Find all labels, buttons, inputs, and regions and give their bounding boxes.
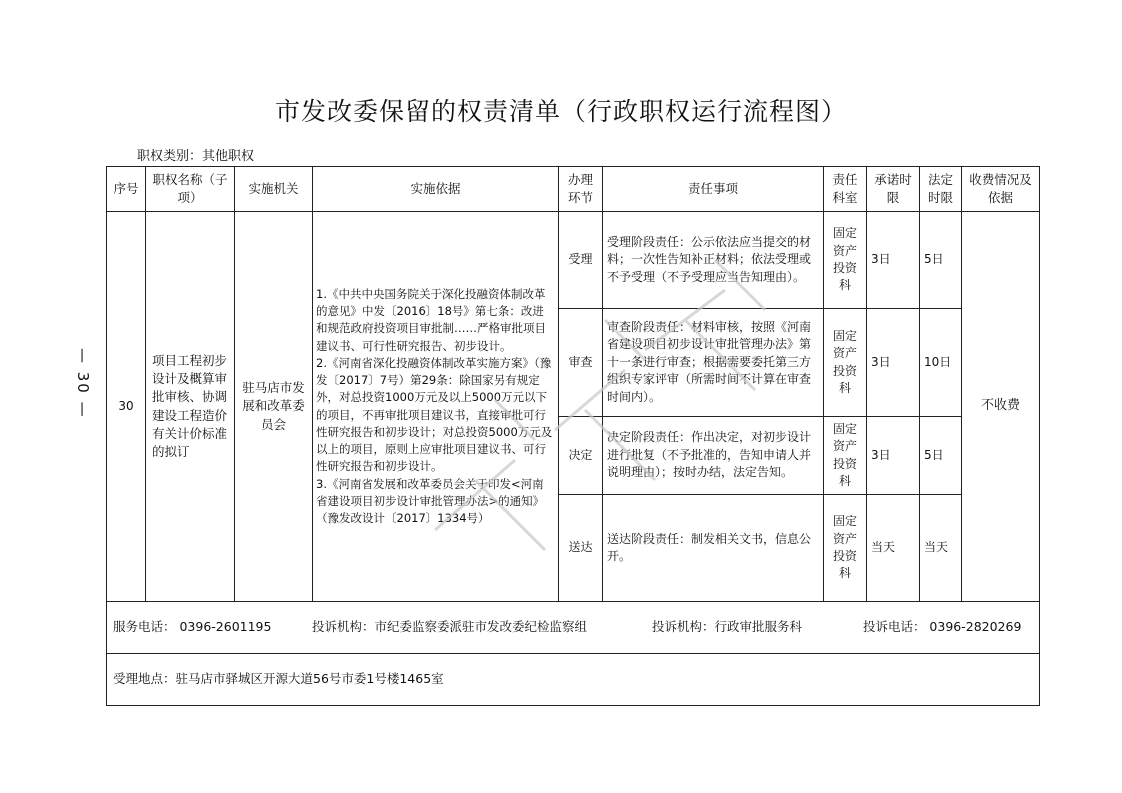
basis-item-3: 3.《河南省发展和改革委员会关于印发<河南省建设项目初步设计审批管理办法>的通知》（豫发改设计〔2017〕1334号） [316, 476, 545, 525]
contact-cell [107, 602, 1040, 654]
address-row [107, 654, 1040, 706]
cell-legal: 5日 [920, 417, 962, 495]
cell-dept: 固定资产投资科 [824, 212, 867, 309]
header-promise: 承诺时限 [867, 167, 920, 212]
authority-table [106, 166, 1040, 706]
cell-duty: 审查阶段责任：材料审核，按照《河南省建设项目初步设计审批管理办法》第十一条进行审查；根据需要委托第三方组织专家评审（所需时间不计算在审查时间内）。 [603, 309, 824, 417]
cell-dept: 固定资产投资科 [824, 495, 867, 602]
complaint-org-2: 投诉机构：行政审批服务科 [651, 619, 802, 635]
table-row [107, 212, 1040, 309]
cell-dept: 固定资产投资科 [824, 417, 867, 495]
cell-fee: 不收费 [962, 212, 1040, 602]
cell-legal: 10日 [920, 309, 962, 417]
cell-promise: 3日 [867, 309, 920, 417]
cell-duty: 送达阶段责任：制发相关文书，信息公开。 [603, 495, 824, 602]
cell-agency: 驻马店市发展和改革委员会 [235, 212, 313, 602]
cell-promise: 3日 [867, 212, 920, 309]
page-title: 市发改委保留的权责清单（行政职权运行流程图） [274, 97, 847, 126]
basis-item-1: 1.《中共中央国务院关于深化投融资体制改革的意见》中发〔2016〕18号》第七条：改进和规范政府投资项目审批制……严格审批项目建议书、可行性研究报告、初步设计。 [316, 286, 546, 353]
cell-duty: 决定阶段责任：作出决定，对初步设计进行批复（不予批准的，告知申请人并说明理由）；按时办结，法定告知。 [603, 417, 824, 495]
cell-stage: 受理 [559, 212, 603, 309]
cell-seq: 30 [107, 212, 146, 602]
cell-legal: 当天 [920, 495, 962, 602]
cell-legal: 5日 [920, 212, 962, 309]
header-fee: 收费情况及依据 [962, 167, 1040, 212]
header-agency: 实施机关 [235, 167, 313, 212]
header-dept: 责任科室 [824, 167, 867, 212]
contact-row [107, 602, 1040, 654]
cell-duty: 受理阶段责任：公示依法应当提交的材料；一次性告知补正材料；依法受理或不予受理（不予受理应当告知理由）。 [603, 212, 824, 309]
header-legal: 法定时限 [920, 167, 962, 212]
cell-dept: 固定资产投资科 [824, 309, 867, 417]
page-number: — 30 — [74, 348, 92, 419]
header-basis: 实施依据 [313, 167, 559, 212]
header-row [107, 167, 1040, 212]
basis-item-2: 2.《河南省深化投融资体制改革实施方案》（豫发〔2017〕7号）第29条：除国家另有规定外，对总投资1000万元及以上5000万元以下的项目，不再审批项目建议书，直接审批可行性研究报告和初步设计；对总投资5000万元及以上的项目，原则上应审批项目建议书、可行性研究报告和初步设计。 [316, 355, 553, 474]
header-duty: 责任事项 [603, 167, 824, 212]
cell-stage: 决定 [559, 417, 603, 495]
header-name: 职权名称（子项） [146, 167, 235, 212]
service-phone: 服务电话： 0396-2601195 [113, 619, 272, 635]
cell-promise: 当天 [867, 495, 920, 602]
complaint-org-1: 投诉机构：市纪委监察委派驻市发改委纪检监察组 [311, 619, 587, 635]
complaint-phone: 投诉电话： 0396-2820269 [862, 619, 1022, 635]
address-cell: 受理地点：驻马店市驿城区开源大道56号市委1号楼1465室 [107, 654, 1040, 706]
header-seq: 序号 [107, 167, 146, 212]
cell-authority-name: 项目工程初步设计及概算审批审核、协调建设工程造价有关计价标准的拟订 [146, 212, 235, 602]
cell-stage: 送达 [559, 495, 603, 602]
header-stage: 办理环节 [559, 167, 603, 212]
cell-stage: 审查 [559, 309, 603, 417]
authority-category: 职权类别：其他职权 [137, 149, 255, 164]
cell-basis [313, 212, 559, 602]
cell-promise: 3日 [867, 417, 920, 495]
